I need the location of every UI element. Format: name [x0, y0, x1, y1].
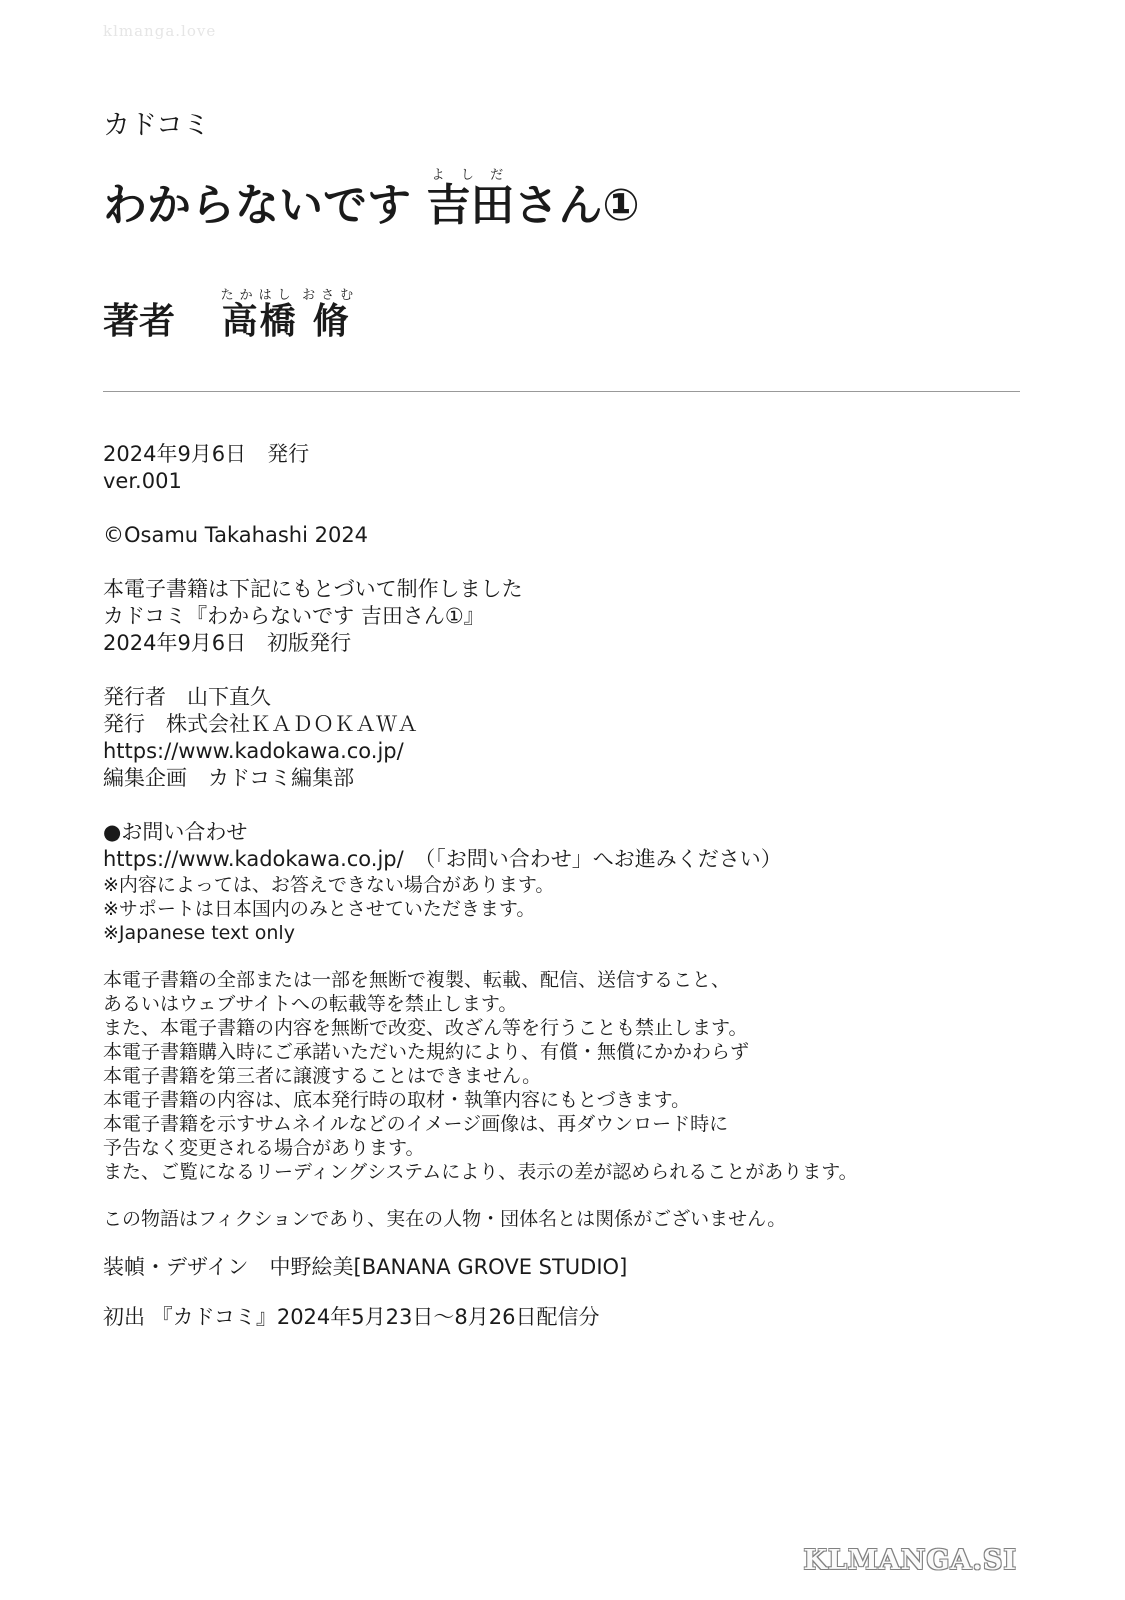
title-kanji: 吉田よしだ [426, 168, 515, 231]
publisher-url: https://www.kadokawa.co.jp/ [103, 739, 404, 763]
author-surname: 高橋たかはし [220, 288, 297, 342]
top-watermark: klmanga.love [103, 22, 217, 40]
publication-date: 2024年9月6日 発行 [103, 442, 310, 466]
publisher-issuer: 発行者 山下直久 [103, 685, 271, 709]
fiction-notice: この物語はフィクションであり、実在の人物・団体名とは関係がございません。 [103, 1208, 787, 1230]
legal-line: 予告なく変更される場合があります。 [103, 1137, 425, 1159]
author-role: 著者 [103, 301, 176, 342]
copyright: ©Osamu Takahashi 2024 [103, 523, 369, 547]
author-line [103, 288, 359, 344]
inquiry-note-1: ※内容によっては、お答えできない場合があります。 [103, 874, 555, 896]
inquiry-note-3: ※Japanese text only [103, 922, 295, 944]
legal-line: 本電子書籍購入時にご承諾いただいた規約により、有償・無償にかかわらず [103, 1041, 750, 1063]
site-watermark: KLMANGA.SI [803, 1545, 1017, 1576]
inquiry-heading: ●お問い合わせ [103, 820, 248, 844]
author-given-name: 脩おさむ [302, 288, 360, 342]
first-appearance: 初出 『カドコミ』2024年5月23日〜8月26日配信分 [103, 1305, 600, 1329]
version: ver.001 [103, 469, 182, 493]
label-name: カドコミ [103, 110, 210, 141]
title-main: わからないです [103, 180, 411, 231]
legal-line: 本電子書籍の内容は、底本発行時の取材・執筆内容にもとづきます。 [103, 1089, 691, 1111]
inquiry-note-2: ※サポートは日本国内のみとさせていただきます。 [103, 898, 536, 920]
title-furigana: よしだ [426, 168, 515, 183]
legal-line: あるいはウェブサイトへの転載等を禁止します。 [103, 993, 518, 1015]
legal-line: また、ご覧になるリーディングシステムにより、表示の差が認められることがあります。 [103, 1161, 858, 1183]
legal-line: 本電子書籍を第三者に譲渡することはできません。 [103, 1065, 542, 1087]
editorial-department: 編集企画 カドコミ編集部 [103, 766, 355, 790]
author-surname-furigana: たかはし [220, 288, 297, 303]
book-title [103, 168, 640, 233]
legal-line: また、本電子書籍の内容を無断で改変、改ざん等を行うことも禁止します。 [103, 1017, 748, 1039]
title-suffix: さん① [514, 180, 640, 231]
publisher-company: 発行 株式会社ＫＡＤＯＫＡＷＡ [103, 712, 418, 736]
inquiry-url: https://www.kadokawa.co.jp/ （「お問い合わせ」へお進みください） [103, 847, 782, 871]
source-line-2: カドコミ『わからないです 吉田さん①』 [103, 604, 485, 628]
legal-line: 本電子書籍の全部または一部を無断で複製、転載、配信、送信すること、 [103, 969, 731, 991]
colophon-details [103, 441, 1033, 1331]
source-line-3: 2024年9月6日 初版発行 [103, 631, 352, 655]
legal-line: 本電子書籍を示すサムネイルなどのイメージ画像は、再ダウンロード時に [103, 1113, 729, 1135]
author-given-furigana: おさむ [302, 288, 360, 303]
design-credit: 装幀・デザイン 中野絵美[BANANA GROVE STUDIO] [103, 1255, 628, 1279]
source-line-1: 本電子書籍は下記にもとづいて制作しました [103, 577, 523, 601]
divider [103, 391, 1020, 392]
